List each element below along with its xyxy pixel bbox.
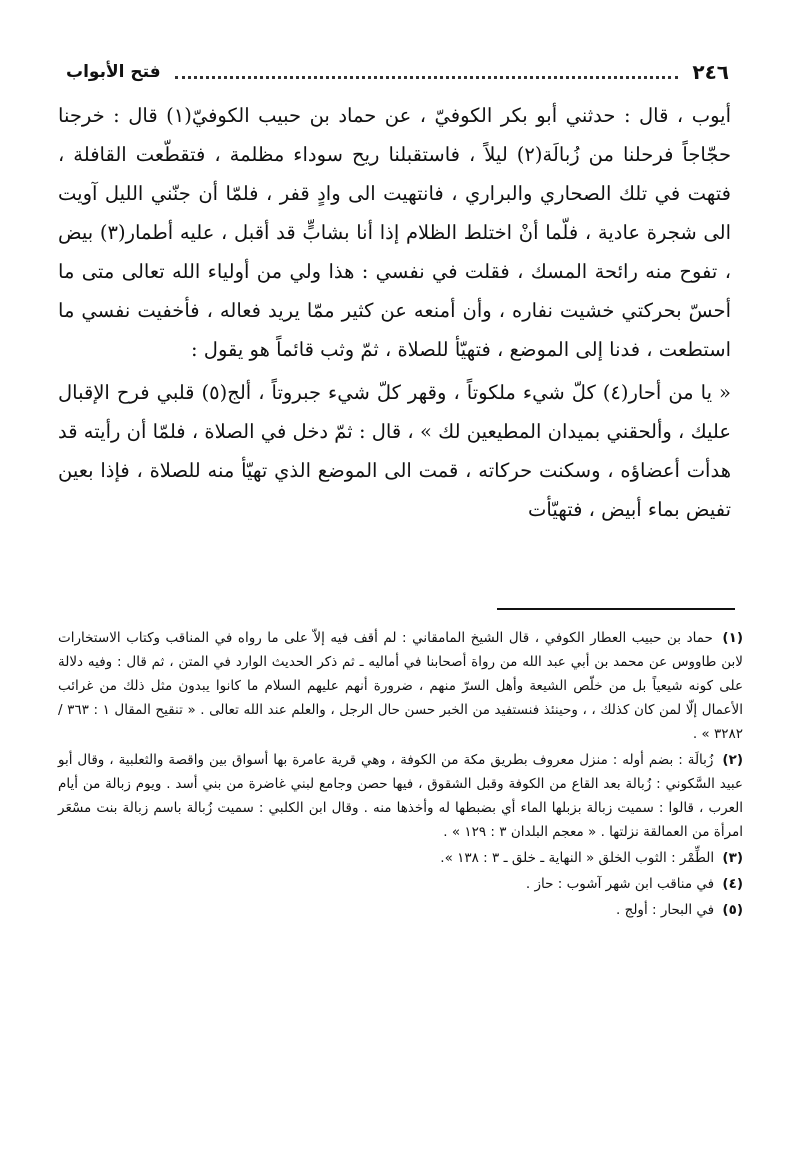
footnote-3 — [58, 846, 743, 870]
footnote-text: الطِّمْر : الثوب الخلق « النهاية ـ خلق ـ ٣ : ١٣٨ ». — [440, 850, 715, 866]
footnote-number: (٣) — [722, 850, 743, 866]
footnote-2 — [58, 748, 743, 844]
chapter-title: فتح الأبواب — [66, 62, 161, 82]
footnote-text: زُبالَة : بضم أوله : منزل معروف بطريق مكة من الكوفة ، وهي قرية عامرة بها أسواق بين واقصة والثعلبية ، وقال أبو عبيد السَّكوني : زُبالة بعد القاع من الكوفة وقبل الشقوق ، فيها حصن وجامع لبني غاضرة من بني أسد . ويوم زبالة من أيام العرب ، قالوا : سميت زبالة بزبلها الماء أي بضبطها له وأخذها منه . وقال ابن الكلبي : سميت زُبالة باسم زبالة بنت مسْعَر امرأة من العمالقة نزلتها . « معجم البلدان ٣ : ١٢٩ » . — [58, 752, 743, 840]
header-dot-leader — [175, 66, 679, 79]
footnote-text: حماد بن حبيب العطار الكوفي ، قال الشيخ المامقاني : لم أقف فيه إلاّ على ما رواه في المناقب وكتاب الاستخارات لابن طاووس عن محمد بن أبي عبد الله من رواة أصحابنا في أماليه ـ ثم ذكر الحديث الوارد في المتن ، ثم قال : وفيه دلالة على كونه شيعياً بل من خلّص الشيعة وأهل السرّ منهم ، ضرورة أنهم عليهم السلام ما كانوا يبدون مثل ذلك من غرائب الأعمال إلّا لمن كان كذلك ، ، وحينئذ فنستفيد من الخبر حسن حال الرجل ، والعلم عند الله تعالى . « تنقيح المقال ١ : ٣٦٣ / ٣٢٨٢ » . — [58, 630, 743, 742]
footnote-number: (٢) — [722, 752, 743, 768]
page-header — [66, 56, 729, 88]
main-text — [58, 96, 731, 529]
footnote-divider — [497, 608, 735, 610]
body-paragraph-2: « يا من أحار(٤) كلّ شيء ملكوتاً ، وقهر كلّ شيء جبروتاً ، ألج(٥) قلبي فرح الإقبال عليك ، وألحقني بميدان المطيعين لك » ، قال : ثمّ دخل في الصلاة ، فلمّا أن رأيته قد هدأت أعضاؤه ، وسكنت حركاته ، قمت الى الموضع الذي تهيّأ منه للصلاة ، فإذا بعين تفيض بماء أبيض ، فتهيّأت — [58, 381, 731, 521]
footnote-number: (٤) — [722, 876, 743, 892]
footnotes — [58, 626, 743, 924]
footnote-number: (٥) — [722, 902, 743, 918]
footnote-text: في البحار : أولج . — [616, 902, 715, 918]
footnote-text: في مناقب ابن شهر آشوب : حاز . — [525, 876, 715, 892]
footnote-4 — [58, 872, 743, 896]
footnote-1 — [58, 626, 743, 746]
footnote-number: (١) — [722, 630, 743, 646]
body-paragraph-1: أيوب ، قال : حدثني أبو بكر الكوفيّ ، عن حماد بن حبيب الكوفيّ(١) قال : خرجنا حجّاجاً فرحلنا من زُبالَة(٢) ليلاً ، فاستقبلنا ريح سوداء مظلمة ، فتقطّعت القافلة ، فتهت في تلك الصحاري والبراري ، فانتهيت الى وادٍ قفر ، فلمّا أن جنّني الليل آويت الى شجرة عادية ، فلّما أنْ اختلط الظلام إذا أنا بشابٍّ قد أقبل ، عليه أطمار(٣) بيض ، تفوح منه رائحة المسك ، فقلت في نفسي : هذا ولي من أولياء الله تعالى متى ما أحسّ بحركتي خشيت نفاره ، وأن أمنعه عن كثير ممّا يريد فعاله ، فأخفيت نفسي ما استطعت ، فدنا إلى الموضع ، فتهيّأ للصلاة ، ثمّ وثب قائماً هو يقول : — [58, 104, 731, 361]
page-number: ٢٤٦ — [692, 60, 729, 84]
footnote-5 — [58, 898, 743, 922]
